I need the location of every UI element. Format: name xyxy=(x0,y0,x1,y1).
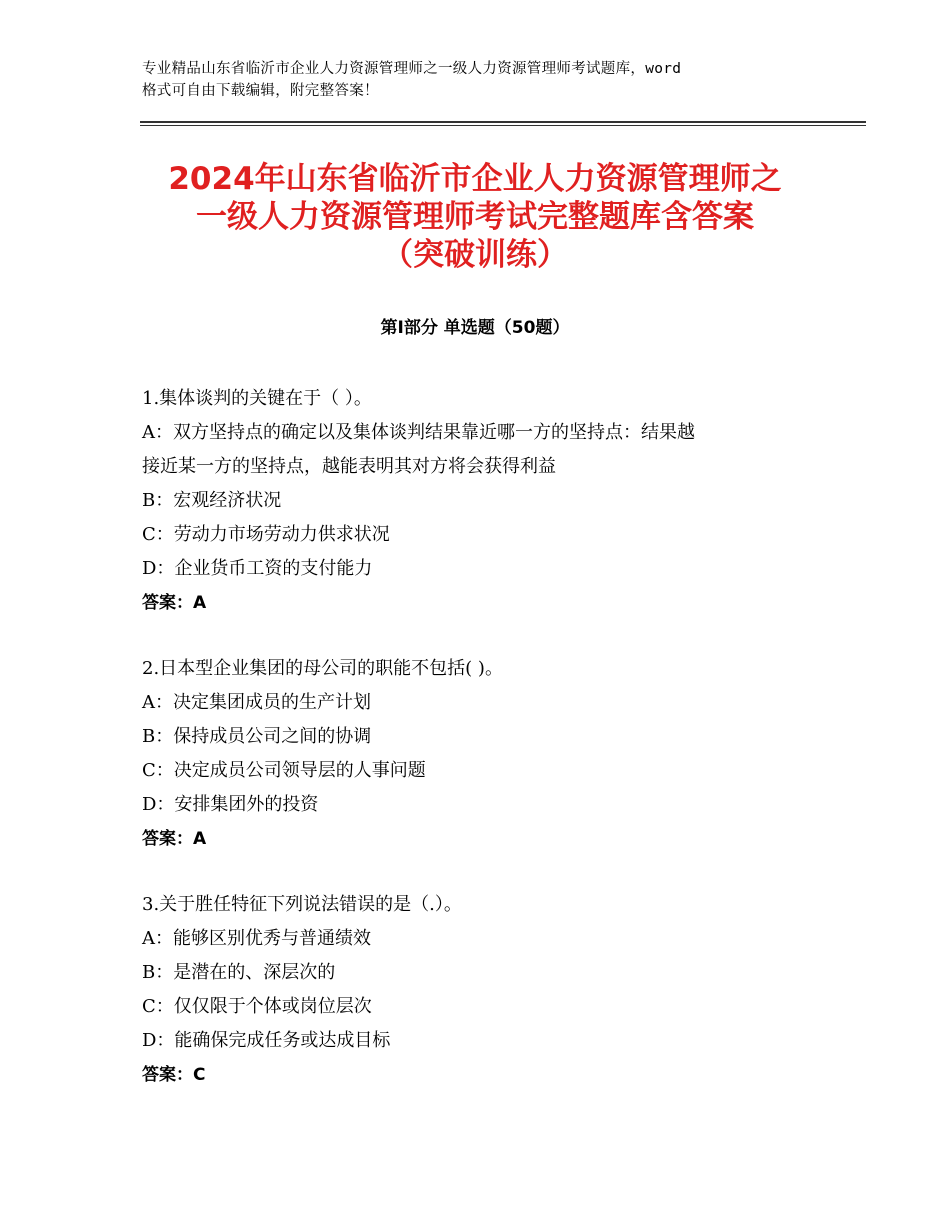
answer-label: 答案：C xyxy=(142,1065,206,1085)
header-note xyxy=(142,58,822,102)
question-1 xyxy=(142,382,822,620)
document-title-line-2: 一级人力资源管理师考试完整题库含答案 xyxy=(196,199,754,235)
answer-label: 答案：A xyxy=(142,829,207,849)
question-2 xyxy=(142,652,822,856)
answer-label: 答案：A xyxy=(142,593,207,613)
section-title: 第Ⅰ部分 单选题（50题） xyxy=(380,318,570,338)
option-d: D：企业货币工资的支付能力 xyxy=(142,558,373,579)
option-c: C：劳动力市场劳动力供求状况 xyxy=(142,524,390,545)
question-stem: 1.集体谈判的关键在于（ ）。 xyxy=(142,388,372,409)
document-title-line-3: （突破训练） xyxy=(382,237,568,273)
document-title xyxy=(100,160,850,274)
document-title-line-1: 2024年山东省临沂市企业人力资源管理师之 xyxy=(168,161,782,197)
option-a: A：能够区别优秀与普通绩效 xyxy=(142,928,371,949)
header-note-line-1: 专业精品山东省临沂市企业人力资源管理师之一级人力资源管理师考试题库，word xyxy=(142,61,682,77)
question-stem: 3.关于胜任特征下列说法错误的是（.）。 xyxy=(142,894,462,915)
option-b: B：宏观经济状况 xyxy=(142,490,282,511)
header-divider xyxy=(140,121,866,126)
question-3 xyxy=(142,888,822,1092)
option-a-continued: 接近某一方的坚持点，越能表明其对方将会获得利益 xyxy=(142,456,556,477)
option-b: B：保持成员公司之间的协调 xyxy=(142,726,372,747)
option-a: A：决定集团成员的生产计划 xyxy=(142,692,371,713)
option-c: C：决定成员公司领导层的人事问题 xyxy=(142,760,426,781)
option-c: C：仅仅限于个体或岗位层次 xyxy=(142,996,372,1017)
question-stem: 2.日本型企业集团的母公司的职能不包括( )。 xyxy=(142,658,503,679)
option-d: D：安排集团外的投资 xyxy=(142,794,319,815)
header-note-line-2: 格式可自由下载编辑，附完整答案！ xyxy=(142,83,379,99)
option-d: D：能确保完成任务或达成目标 xyxy=(142,1030,391,1051)
option-a: A：双方坚持点的确定以及集体谈判结果靠近哪一方的坚持点：结果越 xyxy=(142,422,695,443)
question-list xyxy=(142,382,822,1124)
option-b: B：是潜在的、深层次的 xyxy=(142,962,336,983)
